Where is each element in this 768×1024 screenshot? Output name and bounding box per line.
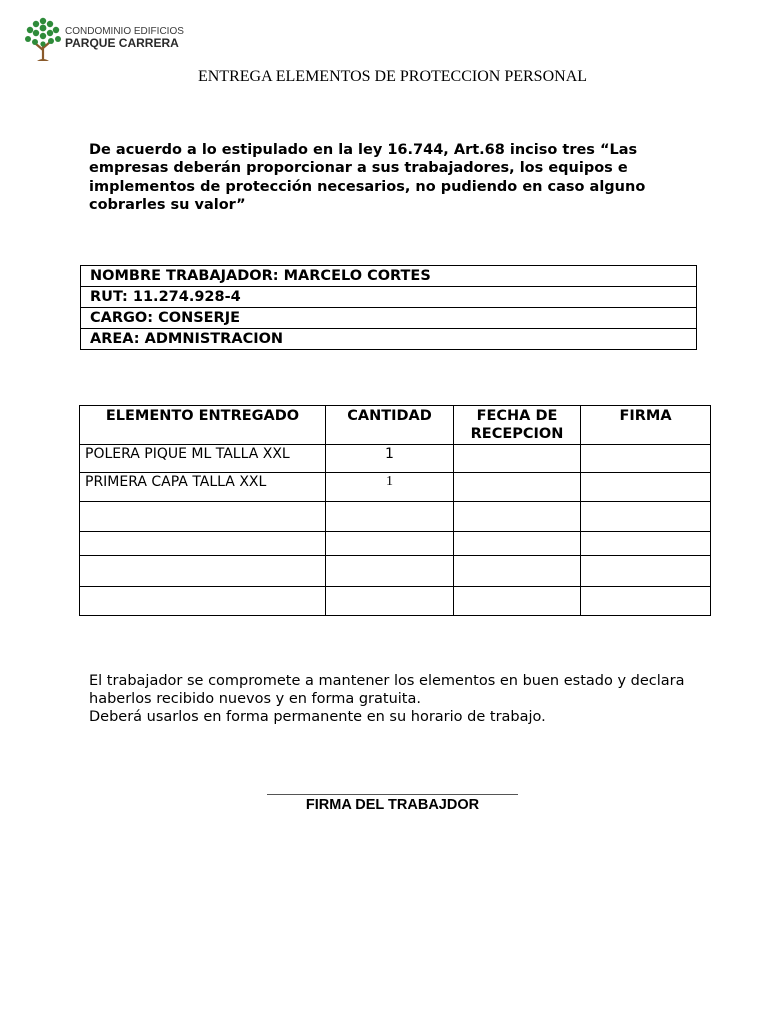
element-cell — [80, 532, 326, 556]
column-header: ELEMENTO ENTREGADO — [80, 406, 326, 445]
document-title: ENTREGA ELEMENTOS DE PROTECCION PERSONAL — [197, 68, 588, 85]
column-header: FECHA DE RECEPCION — [454, 406, 581, 445]
date-cell — [454, 556, 581, 587]
date-cell — [454, 473, 581, 502]
element-cell — [80, 587, 326, 616]
signature-cell — [581, 445, 711, 473]
usage-text: Deberá usarlos en forma permanente en su horario de trabajo. — [89, 709, 546, 726]
worker-rut: RUT: 11.274.928-4 — [81, 287, 697, 308]
quantity-cell — [326, 502, 454, 532]
worker-cargo: CARGO: CONSERJE — [81, 308, 697, 329]
commitment-statement — [89, 672, 709, 727]
delivered-items-table — [79, 405, 711, 616]
date-cell — [454, 532, 581, 556]
signature-cell — [581, 502, 711, 532]
element-cell — [80, 502, 326, 532]
element-cell: POLERA PIQUE ML TALLA XXL — [80, 445, 326, 473]
signature-label: FIRMA DEL TRABAJDOR — [305, 797, 480, 813]
date-cell — [454, 587, 581, 616]
signature-cell — [581, 556, 711, 587]
signature-line — [267, 794, 518, 795]
table-row — [80, 587, 711, 616]
signature-cell — [581, 532, 711, 556]
legal-paragraph: De acuerdo a lo estipulado en la ley 16.744, Art.68 inciso tres “Las empresas deberán proporcionar a sus trabajadores, los equipos e implementos de protección necesarios, no pudiendo en caso alguno cobrarles su valor” — [89, 142, 646, 213]
tree-icon — [24, 16, 64, 62]
date-cell — [454, 502, 581, 532]
signature-cell — [581, 473, 711, 502]
quantity-cell — [326, 532, 454, 556]
worker-area: AREA: ADMNISTRACION — [81, 329, 697, 350]
company-logo — [24, 16, 184, 64]
table-row — [80, 445, 711, 473]
element-cell: PRIMERA CAPA TALLA XXL — [80, 473, 326, 502]
signature-cell — [581, 587, 711, 616]
worker-name: NOMBRE TRABAJADOR: MARCELO CORTES — [81, 266, 697, 287]
quantity-cell: 1 — [326, 445, 454, 473]
worker-info-table — [80, 265, 697, 350]
table-row — [80, 502, 711, 532]
commitment-text: El trabajador se compromete a mantener los elementos en buen estado y declara haberlos recibido nuevos y en forma gratuita. — [89, 673, 685, 708]
date-cell — [454, 445, 581, 473]
quantity-cell — [326, 587, 454, 616]
table-row — [80, 532, 711, 556]
quantity-cell — [326, 556, 454, 587]
logo-subtitle: CONDOMINIO EDIFICIOS — [65, 26, 184, 37]
column-header: CANTIDAD — [326, 406, 454, 445]
logo-name: PARQUE CARRERA — [65, 36, 179, 50]
table-row — [80, 473, 711, 502]
quantity-cell: 1 — [326, 473, 454, 502]
element-cell — [80, 556, 326, 587]
column-header: FIRMA — [581, 406, 711, 445]
table-row — [80, 556, 711, 587]
